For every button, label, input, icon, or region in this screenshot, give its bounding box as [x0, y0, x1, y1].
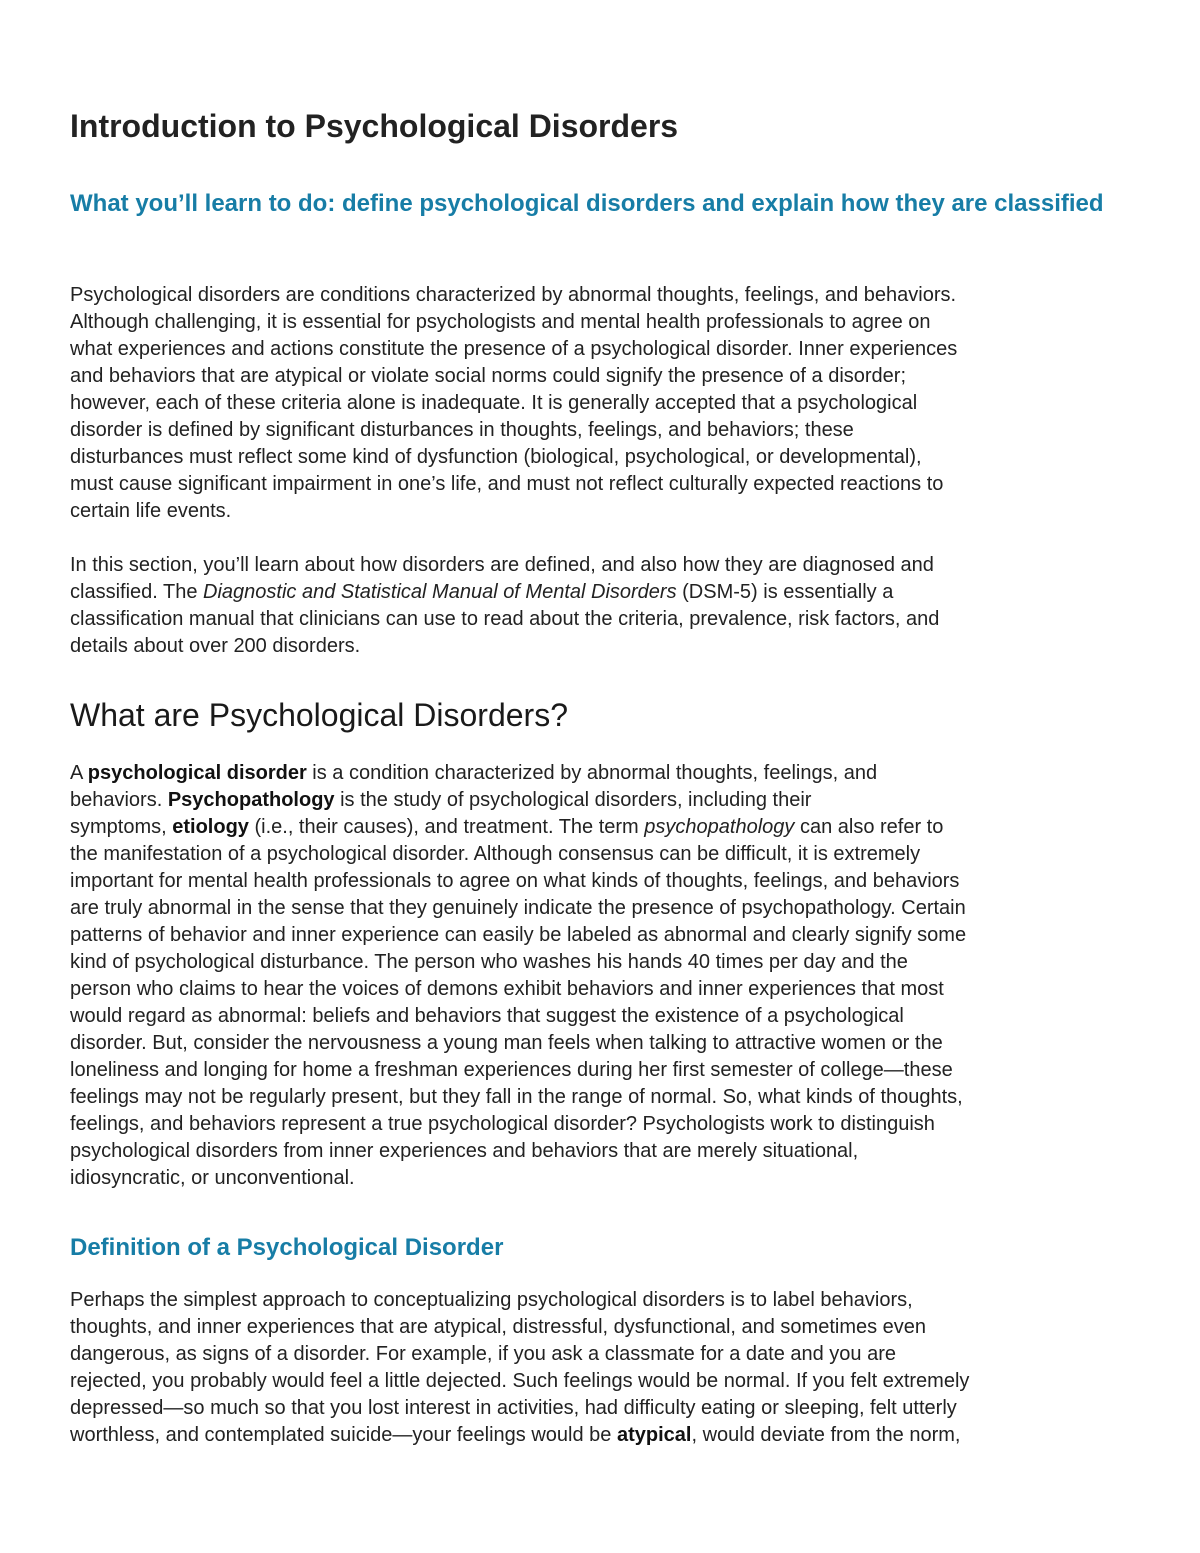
section-heading: What are Psychological Disorders? [70, 697, 568, 733]
term-psychopathology-italic: psychopathology [644, 816, 795, 838]
term-etiology: etiology [172, 816, 249, 838]
section-paragraph [70, 760, 1132, 1192]
text-line [70, 760, 1132, 787]
intro-paragraph-2 [70, 552, 1132, 660]
page-title: Introduction to Psychological Disorders [70, 108, 679, 144]
text-line: important for mental health professionals to agree on what kinds of thoughts, feelings, and behaviors [70, 870, 960, 892]
text-line: rejected, you probably would feel a little dejected. Such feelings would be normal. If you felt extremely [70, 1370, 970, 1392]
term-psychopathology: Psychopathology [167, 789, 335, 811]
text-span: is the study of psychological disorders, including their [334, 789, 812, 811]
text-span: classified. The [70, 581, 204, 603]
term-atypical: atypical [616, 1424, 692, 1446]
text-span: symptoms, [70, 816, 173, 838]
text-span: behaviors. [70, 789, 168, 811]
text-span: (i.e., their causes), and treatment. The term [248, 816, 645, 838]
text-line: however, each of these criteria alone is inadequate. It is generally accepted that a psychological [70, 392, 918, 414]
definition-paragraph [70, 1287, 1132, 1449]
text-line: disorder is defined by significant disturbances in thoughts, feelings, and behaviors; these [70, 419, 854, 441]
text-span: worthless, and contemplated suicide—your feelings would be [70, 1424, 617, 1446]
text-line: are truly abnormal in the sense that they genuinely indicate the presence of psychopathology. Certain [70, 897, 966, 919]
text-line: details about over 200 disorders. [70, 635, 361, 657]
text-line: certain life events. [70, 500, 232, 522]
text-line: what experiences and actions constitute the presence of a psychological disorder. Inner experiences [70, 338, 958, 360]
text-span: (DSM-5) is essentially a [676, 581, 894, 603]
text-line: kind of psychological disturbance. The person who washes his hands 40 times per day and the [70, 951, 908, 973]
text-line [70, 814, 1132, 841]
text-line: disorder. But, consider the nervousness a young man feels when talking to attractive women or the [70, 1032, 943, 1054]
text-line: the manifestation of a psychological disorder. Although consensus can be difficult, it is extremely [70, 843, 921, 865]
text-span: can also refer to [794, 816, 944, 838]
text-span: A [70, 762, 88, 784]
text-line: loneliness and longing for home a freshman experiences during her first semester of college—these [70, 1059, 953, 1081]
text-line: feelings may not be regularly present, but they fall in the range of normal. So, what kinds of thoughts, [70, 1086, 963, 1108]
text-line: patterns of behavior and inner experience can easily be labeled as abnormal and clearly signify some [70, 924, 967, 946]
learning-objective-heading: What you’ll learn to do: define psychological disorders and explain how they are classified [70, 190, 1104, 217]
text-span: , would deviate from the norm, [691, 1424, 961, 1446]
text-line: person who claims to hear the voices of demons exhibit behaviors and inner experiences that most [70, 978, 944, 1000]
text-line: classification manual that clinicians can use to read about the criteria, prevalence, risk factors, and [70, 608, 940, 630]
text-line: idiosyncratic, or unconventional. [70, 1167, 355, 1189]
text-line: feelings, and behaviors represent a true psychological disorder? Psychologists work to distinguish [70, 1113, 935, 1135]
dsm-title-italic: Diagnostic and Statistical Manual of Mental Disorders [203, 581, 677, 603]
text-line: would regard as abnormal: beliefs and behaviors that suggest the existence of a psychological [70, 1005, 904, 1027]
text-line [70, 579, 1132, 606]
text-line: psychological disorders from inner experiences and behaviors that are merely situational, [70, 1140, 859, 1162]
text-line [70, 1422, 1132, 1449]
text-line: disturbances must reflect some kind of dysfunction (biological, psychological, or developmental), [70, 446, 922, 468]
text-line: and behaviors that are atypical or violate social norms could signify the presence of a disorder; [70, 365, 907, 387]
text-line: Although challenging, it is essential for psychologists and mental health professionals to agree on [70, 311, 931, 333]
text-line: depressed—so much so that you lost interest in activities, had difficulty eating or sleeping, felt utterly [70, 1397, 957, 1419]
text-line: dangerous, as signs of a disorder. For example, if you ask a classmate for a date and you are [70, 1343, 897, 1365]
intro-paragraph-1 [70, 282, 1132, 525]
text-line [70, 787, 1132, 814]
text-line: Psychological disorders are conditions characterized by abnormal thoughts, feelings, and behaviors. [70, 284, 957, 306]
text-line: In this section, you’ll learn about how disorders are defined, and also how they are diagnosed and [70, 554, 934, 576]
text-line: must cause significant impairment in one’s life, and must not reflect culturally expected reactions to [70, 473, 944, 495]
definition-heading: Definition of a Psychological Disorder [70, 1234, 504, 1261]
text-line: thoughts, and inner experiences that are atypical, distressful, dysfunctional, and sometimes even [70, 1316, 927, 1338]
text-line: Perhaps the simplest approach to conceptualizing psychological disorders is to label behaviors, [70, 1289, 913, 1311]
term-psychological-disorder: psychological disorder [87, 762, 307, 784]
text-span: is a condition characterized by abnormal thoughts, feelings, and [306, 762, 878, 784]
